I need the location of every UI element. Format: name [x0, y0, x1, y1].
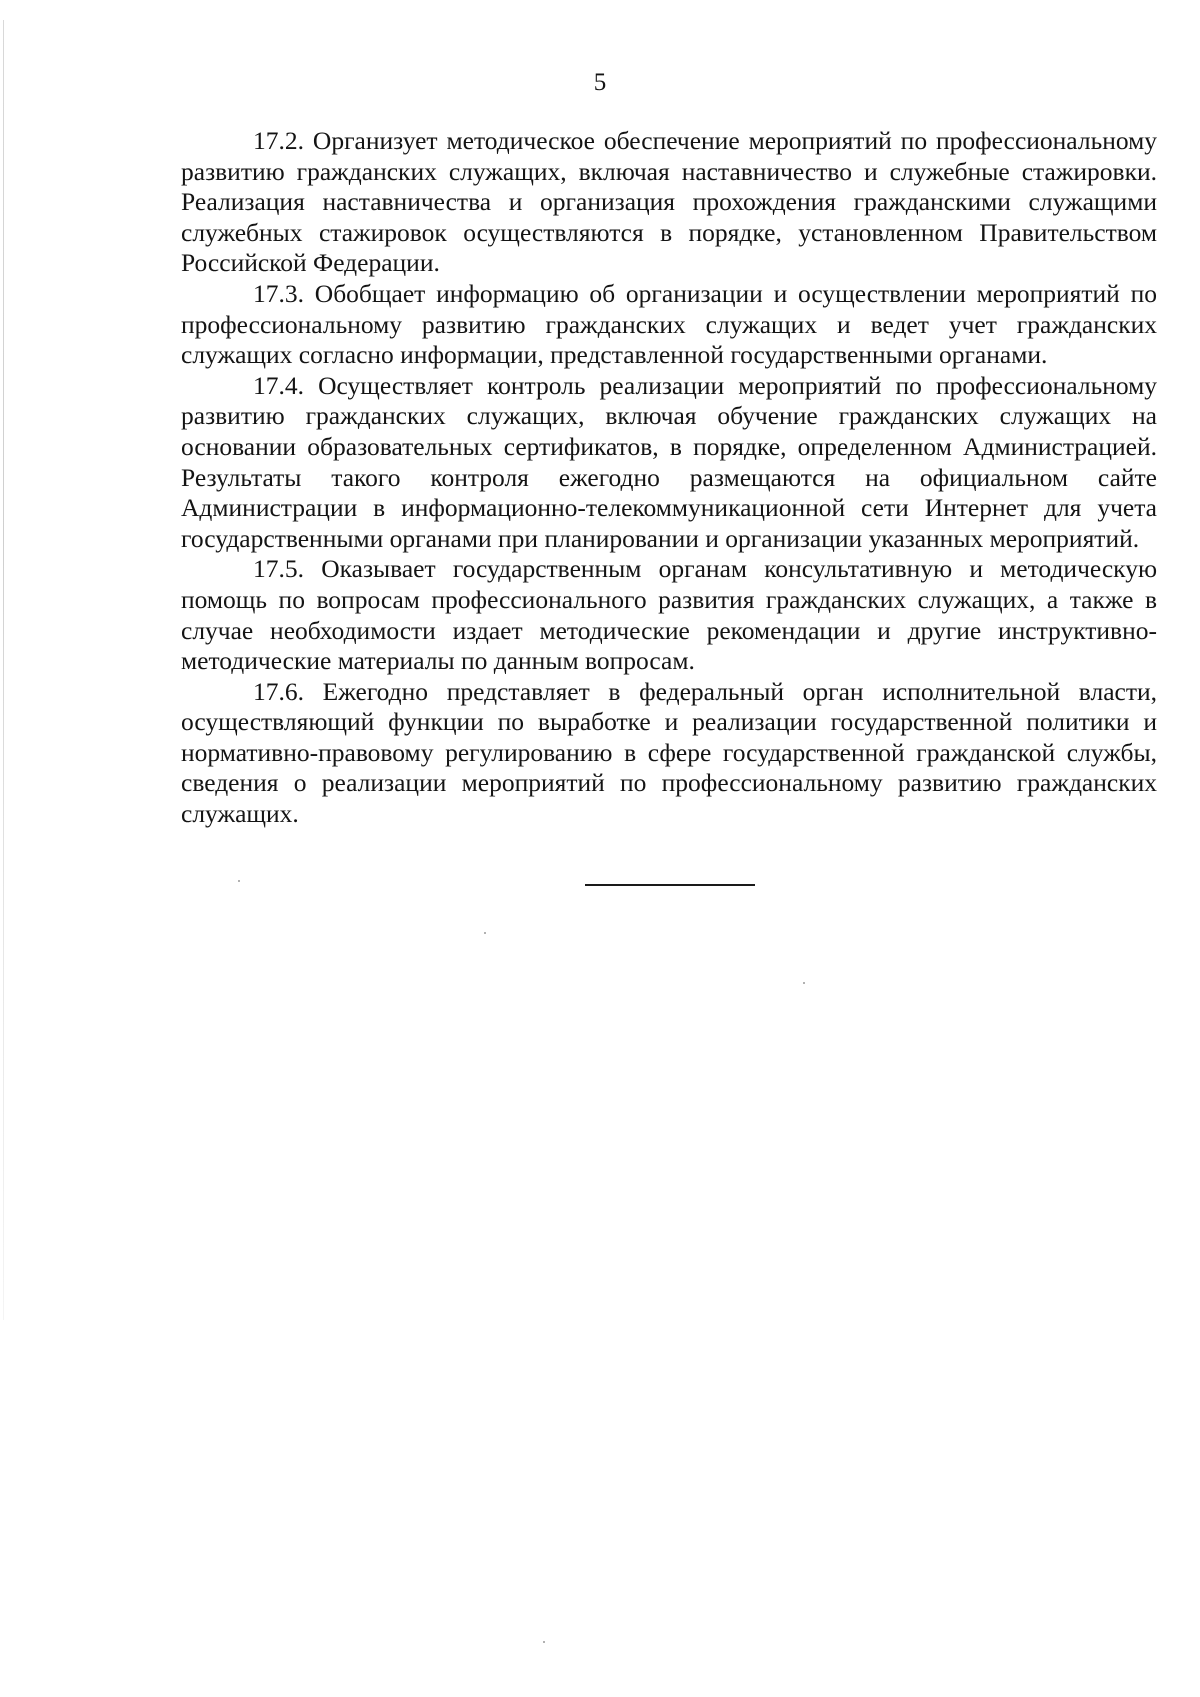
- scan-speck: [543, 1641, 545, 1643]
- paragraph-17-3: 17.3. Обобщает информацию об организации и осуществлении мероприятий по профессиональному развитию гражданских служащих и ведет учет гражданских служащих согласно информации, представленной государственными органами.: [181, 278, 1157, 370]
- scan-edge-line: [3, 20, 4, 1320]
- paragraph-17-4: 17.4. Осуществляет контроль реализации мероприятий по профессиональному развитию гражданских служащих, включая обучение гражданских служащих на основании образовательных сертификатов, в порядке, определенном Администрацией. Результаты такого контроля ежегодно размещаются на официальном сайте Администрации в информационно-телекоммуникационной сети Интернет для учета государственными органами при планировании и организации указанных мероприятий.: [181, 370, 1157, 553]
- scan-speck: [484, 932, 486, 934]
- end-divider-line: [585, 884, 755, 886]
- page-number: 5: [593, 69, 607, 96]
- scan-speck: [803, 982, 805, 984]
- document-body: [181, 126, 1157, 830]
- paragraph-17-2: 17.2. Организует методическое обеспечение мероприятий по профессиональному развитию гражданских служащих, включая наставничество и служебные стажировки. Реализация наставничества и организация прохождения гражданскими служащими служебных стажировок осуществляются в порядке, установленном Правительством Российской Федерации.: [181, 126, 1157, 278]
- paragraph-17-5: 17.5. Оказывает государственным органам консультативную и методическую помощь по вопросам профессионального развития гражданских служащих, а также в случае необходимости издает методические рекомендации и другие инструктивно-методические материалы по данным вопросам.: [181, 554, 1157, 676]
- scan-speck: [238, 880, 240, 882]
- paragraph-17-6: 17.6. Ежегодно представляет в федеральный орган исполнительной власти, осуществляющий функции по выработке и реализации государственной политики и нормативно-правовому регулированию в сфере государственной гражданской службы, сведения о реализации мероприятий по профессиональному развитию гражданских служащих.: [181, 676, 1157, 829]
